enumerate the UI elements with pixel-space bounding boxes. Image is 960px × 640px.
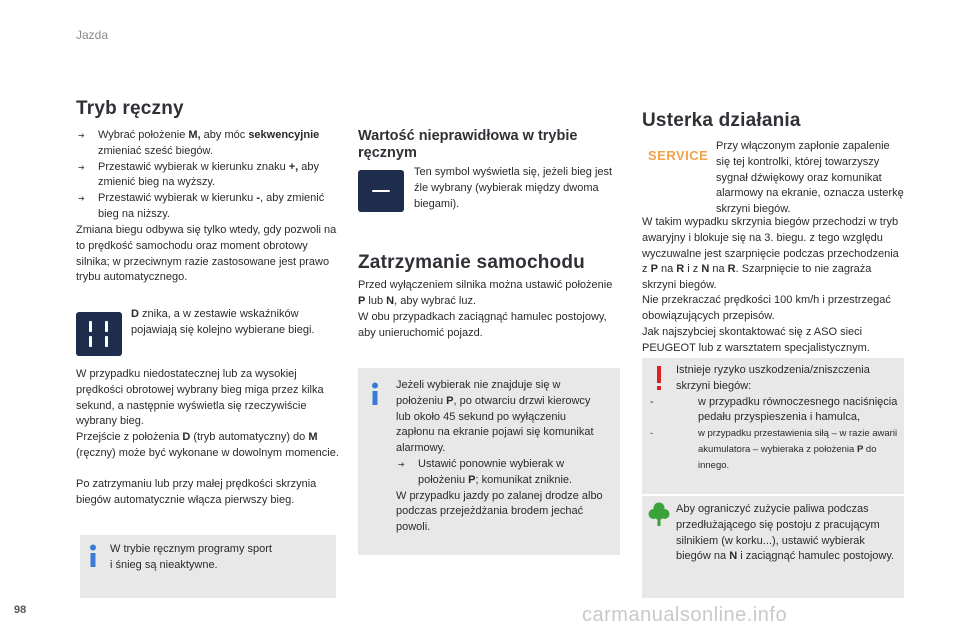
info-box-selector [358,368,620,555]
step-item: ➔ Przestawić wybierak w kierunku znaku +, aby zmienić bieg na wyższy. [76,160,338,192]
first-gear-paragraph: Po zatrzymaniu lub przy małej prędkości skrzynia biegów automatycznie włącza pierwszy bieg. [76,478,317,506]
info-step: ➔ Ustawić ponownie wybierak w położeniu P; komunikat zniknie. [396,457,606,489]
eco-text: Aby ograniczyć zużycie paliwa podczas przedłużającego się postoju z pracującym silnikiem (w korku...), ustawić wybierak biegów na N i zaciągnąć hamulec postojowy. [676,503,895,563]
page-number: 98 [14,604,27,616]
warning-item: - w przypadku równoczesnego naciśnięcia pedału przyspieszenia i hamulca, [646,395,898,427]
section-title-malfunction: Usterka działania [642,110,801,131]
step-item: ➔ Przestawić wybierak w kierunku -, aby zmienić bieg na niższy. [76,191,338,223]
invalid-gear-icon [358,170,404,212]
stopping-text-2: W obu przypadkach zaciągnąć hamulec postojowy, aby unieruchomić pojazd. [358,311,607,339]
mode-switch-paragraph: Przejście z położenia D (tryb automatyczny) do M (ręczny) może być wykonane w dowolnym momencie. [76,431,339,459]
contact-service-text: Jak najszybciej skontaktować się z ASO sieci PEUGEOT lub z warsztatem specjalistycznym. [642,326,870,354]
warning-text: Istnieje ryzyko uszkodzenia/zniszczenia skrzyni biegów: - w przypadku równoczesnego naciśnięcia pedału przyspieszenia i hamulca, - w przypadku przestawienia siłą – w razie awarii akumulatora – wybieraka z położenia P do innego. [676,363,898,474]
malfunction-text: Przy włączonym zapłonie zapalenie się tej kontrolki, której towarzyszy sygnał dźwiękowy oraz komunikat alarmowy na ekranie, oznacza usterkę skrzyni biegów. [716,140,904,216]
watermark: carmanualsonline.info [582,604,788,626]
warning-exclamation-icon [654,366,664,392]
section-title-manual-mode: Tryb ręczny [76,98,184,119]
info-icon [368,382,382,406]
warning-item: - w przypadku przestawienia siłą – w razie awarii akumulatora – wybieraka z położenia P do innego. [646,426,898,473]
d-disappears-text: D znika, a w zestawie wskaźników pojawiają się kolejno wybierane biegi. [131,308,315,336]
info-text: W trybie ręcznym programy sport i śnieg są nieaktywne. [110,543,272,571]
eco-tree-icon [648,502,670,526]
invalid-gear-text: Ten symbol wyświetla się, jeżeli bieg jest źle wybrany (wybierak między dwoma biegami). [414,166,613,210]
section-label: Jazda [76,28,109,42]
step-item: ➔ Wybrać położenie M, aby móc sekwencyjnie zmieniać sześć biegów. [76,128,338,160]
info-icon [86,544,100,568]
eco-box [642,496,904,598]
gear-display-icon [76,312,122,356]
warning-box [642,358,904,494]
emergency-mode-text: W takim wypadku skrzynia biegów przechodzi w tryb awaryjny i blokuje się na 3. biegu. z tego względu wyczuwalne jest szarpnięcie podczas przechodzenia z P na R i z N na R. Szarpnięcie to nie zagraża skrzyni biegów. [642,216,899,292]
gear-change-paragraph: Zmiana biegu odbywa się tylko wtedy, gdy pozwoli na to prędkość samochodu oraz moment obrotowy silnika; w przeciwnym razie zastosowane jest prawo trybu automatycznego. [76,224,337,284]
manual-mode-steps [76,128,338,223]
info-box-manual [80,535,336,598]
speed-paragraph: W przypadku niedostatecznej lub za wysokiej prędkości obrotowej wybrany bieg miga przez kilka sekund, a następnie wyświetla się rzeczywiście wybrany bieg. [76,368,324,428]
service-warning-icon: SERVICE [648,148,709,163]
stopping-text-1: Przed wyłączeniem silnika można ustawić położenie P lub N, aby wybrać luz. [358,279,613,307]
speed-limit-text: Nie przekraczać prędkości 100 km/h i przestrzegać obowiązujących przepisów. [642,294,891,322]
section-title-stopping: Zatrzymanie samochodu [358,252,585,273]
info-text: Jeżeli wybierak nie znajduje się w położeniu P, po otwarciu drzwi kierowcy lub około 45 sekund po wyłączeniu zapłonu na ekranie pojawi się komunikat alarmowy. ➔ Ustawić ponownie wybierak w położeniu P; komunikat zniknie. W przypadku jazdy po zalanej drodze albo podczas przejeżdżania brodem jechać powoli. [396,378,606,536]
section-title-invalid-value: Wartość nieprawidłowa w trybie ręcznym [358,128,578,161]
